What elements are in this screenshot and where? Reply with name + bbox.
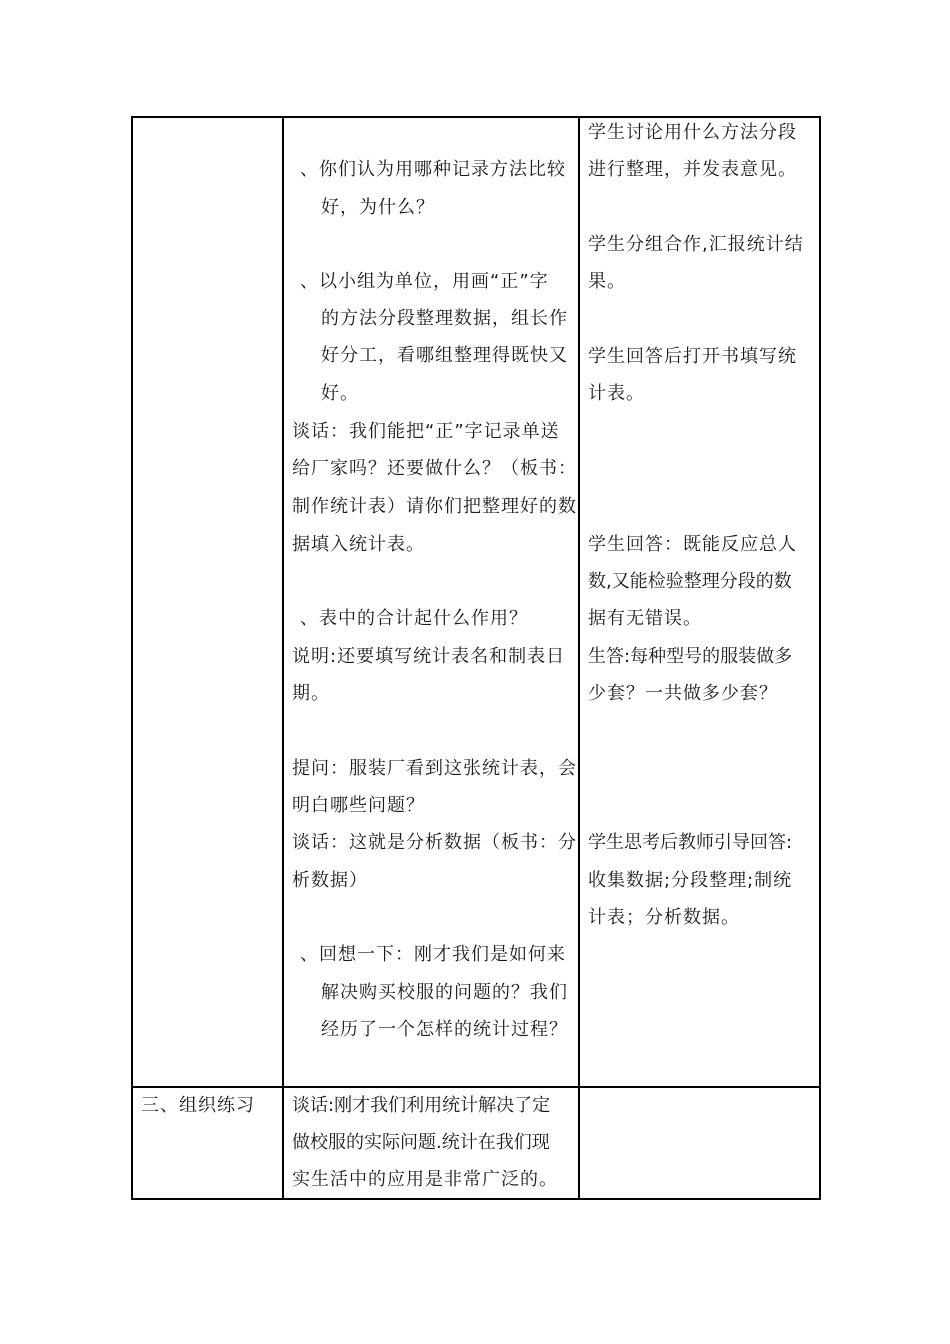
teacher-text-line: 做校服的实际问题.统计在我们现 bbox=[292, 1132, 550, 1153]
teacher-text-line: 好，为什么？ bbox=[321, 197, 435, 218]
table-top-border bbox=[131, 116, 821, 118]
teacher-text-line: 、你们认为用哪种记录方法比较 bbox=[300, 159, 566, 180]
teacher-text-line: 期。 bbox=[292, 683, 330, 704]
student-text-line: 进行整理，并发表意见。 bbox=[588, 159, 797, 180]
student-text-line: 计表；分析数据。 bbox=[588, 907, 740, 928]
student-text-line: 学生分组合作,汇报统计结 bbox=[588, 234, 804, 255]
teacher-text-line: 经历了一个怎样的统计过程？ bbox=[321, 1019, 568, 1040]
teacher-text-line: 明白哪些问题？ bbox=[292, 795, 425, 816]
student-text-line: 据有无错误。 bbox=[588, 608, 702, 629]
teacher-text-line: 谈话：我们能把“正”字记录单送 bbox=[292, 421, 560, 442]
teacher-text-line: 据填入统计表。 bbox=[292, 534, 425, 555]
teacher-text-line: 析数据） bbox=[292, 870, 368, 891]
teacher-text-line: 、以小组为单位，用画“正”字 bbox=[300, 271, 549, 292]
student-text-line: 学生思考后教师引导回答: bbox=[588, 832, 793, 853]
teacher-text-line: 实生活中的应用是非常广泛的。 bbox=[292, 1169, 558, 1190]
teacher-text-line: 提问：服装厂看到这张统计表，会 bbox=[292, 758, 577, 779]
teacher-text-line: 、回想一下：刚才我们是如何来 bbox=[300, 944, 566, 965]
column-divider-1 bbox=[282, 116, 284, 1200]
teacher-text-line: 的方法分段整理数据，组长作 bbox=[321, 308, 568, 329]
teacher-text-line: 谈话:刚才我们利用统计解决了定 bbox=[292, 1095, 551, 1116]
teacher-text-line: 、表中的合计起什么作用？ bbox=[300, 608, 528, 629]
table-bottom-border bbox=[131, 1198, 821, 1200]
teacher-text-line: 好。 bbox=[321, 383, 359, 404]
teacher-text-line: 制作统计表）请你们把整理好的数 bbox=[292, 496, 577, 517]
column-divider-2 bbox=[578, 116, 580, 1200]
teacher-text-line: 说明:还要填写统计表名和制表日 bbox=[292, 646, 566, 667]
student-text-line: 学生回答：既能反应总人 bbox=[588, 534, 797, 555]
student-text-line: 生答:每种型号的服装做多 bbox=[588, 646, 793, 667]
row-divider bbox=[131, 1086, 821, 1088]
table-right-border bbox=[819, 116, 821, 1200]
student-text-line: 学生讨论用什么方法分段 bbox=[588, 122, 797, 143]
student-text-line: 计表。 bbox=[588, 383, 645, 404]
teacher-text-line: 谈话：这就是分析数据（板书：分 bbox=[292, 832, 577, 853]
student-text-line: 少套？一共做多少套？ bbox=[588, 683, 778, 704]
student-text-line: 果。 bbox=[588, 271, 626, 292]
teacher-text-line: 好分工，看哪组整理得既快又 bbox=[321, 345, 568, 366]
student-text-line: 数,又能检验整理分段的数 bbox=[588, 571, 792, 592]
table-left-border bbox=[131, 116, 133, 1200]
section-title: 三、组织练习 bbox=[141, 1095, 255, 1116]
teacher-text-line: 给厂家吗？还要做什么？（板书： bbox=[292, 458, 577, 479]
student-text-line: 学生回答后打开书填写统 bbox=[588, 346, 797, 367]
teacher-text-line: 解决购买校服的问题的？我们 bbox=[321, 982, 568, 1003]
student-text-line: 收集数据;分段整理;制统 bbox=[588, 870, 793, 891]
